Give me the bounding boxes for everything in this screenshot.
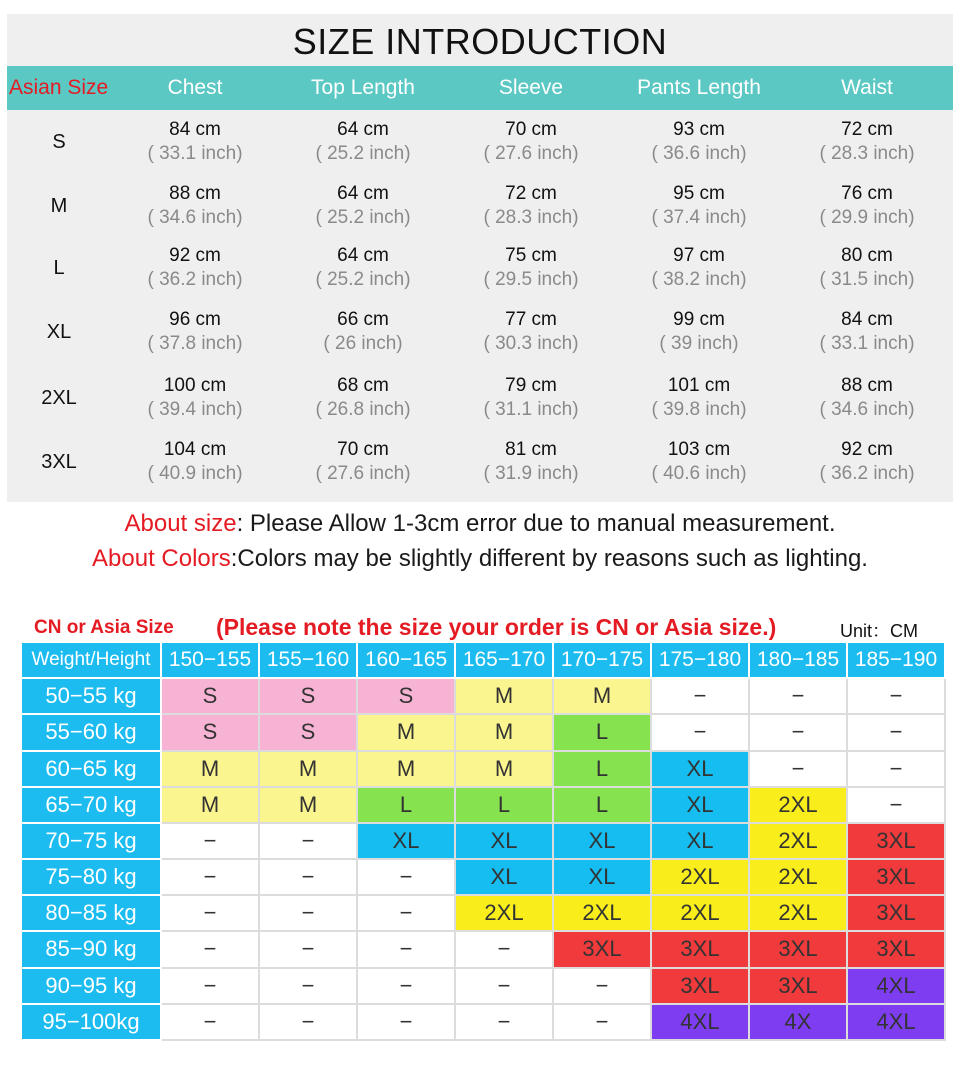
size-cell: 3XL — [750, 932, 848, 968]
size-cell: − — [848, 679, 946, 715]
size-cell: 4XL — [848, 1005, 946, 1041]
size-cell: − — [358, 860, 456, 896]
measurement-inch: ( 34.6 inch) — [819, 399, 915, 420]
size-cell: M — [358, 715, 456, 751]
size-cell: L — [456, 788, 554, 824]
size-cell: M — [456, 679, 554, 715]
size-cell: S — [162, 715, 260, 751]
size-cell: 2XL — [652, 896, 750, 932]
measurement-cm: 95 cm — [673, 183, 725, 204]
measurement-inch: ( 25.2 inch) — [315, 143, 411, 164]
about-colors-text: :Colors may be slightly different by reasons such as lighting. — [230, 545, 868, 572]
measurement-cell — [279, 438, 447, 486]
measurement-cell — [615, 182, 783, 230]
size-cell: 3XL — [554, 932, 652, 968]
measurement-cell — [111, 308, 279, 356]
measurement-cm: 88 cm — [169, 183, 221, 204]
size-cell: 3XL — [848, 860, 946, 896]
header-waist: Waist — [841, 76, 893, 99]
measurement-inch: ( 38.2 inch) — [651, 269, 747, 290]
size-cell: S — [358, 679, 456, 715]
measurement-inch: ( 31.5 inch) — [819, 269, 915, 290]
unit-label: Unit：CM — [840, 621, 919, 641]
size-cell: XL — [358, 824, 456, 860]
size-cell: M — [162, 752, 260, 788]
measurement-inch: ( 34.6 inch) — [147, 207, 243, 228]
measurement-cell — [111, 182, 279, 230]
measurement-cell — [783, 374, 951, 422]
size-cell: 3XL — [652, 932, 750, 968]
measurement-cell — [615, 118, 783, 166]
measurement-cm: 103 cm — [667, 439, 731, 460]
size-cell: M — [456, 752, 554, 788]
size-cell: − — [652, 715, 750, 751]
size-label: L — [53, 256, 65, 279]
size-cell: 2XL — [750, 896, 848, 932]
measurement-cm: 93 cm — [673, 119, 725, 140]
measurement-inch: ( 31.9 inch) — [483, 463, 579, 484]
size-cell: − — [358, 896, 456, 932]
size-cell: 4XL — [652, 1005, 750, 1041]
size-cell: 3XL — [848, 932, 946, 968]
size-cell: − — [358, 1005, 456, 1041]
measurement-cell — [783, 118, 951, 166]
size-label: XL — [46, 320, 72, 343]
measurement-inch: ( 26 inch) — [323, 333, 403, 354]
size-cell: − — [260, 932, 358, 968]
size-cell: 4X — [750, 1005, 848, 1041]
measurement-cm: 79 cm — [505, 375, 557, 396]
size-cell: M — [260, 788, 358, 824]
about-size-text: : Please Allow 1-3cm error due to manual measurement. — [236, 510, 836, 537]
size-cell: L — [554, 752, 652, 788]
size-cell: XL — [652, 788, 750, 824]
measurement-cm: 76 cm — [841, 183, 893, 204]
measurement-cell — [111, 374, 279, 422]
size-cell: − — [750, 679, 848, 715]
size-label: S — [52, 130, 66, 153]
weight-header: 90−95 kg — [22, 969, 162, 1005]
measurement-inch: ( 28.3 inch) — [483, 207, 579, 228]
height-header: 155−160 — [260, 643, 358, 679]
measurement-cm: 64 cm — [337, 183, 389, 204]
size-cell: − — [260, 860, 358, 896]
measurement-inch: ( 39 inch) — [659, 333, 739, 354]
measurement-inch: ( 29.9 inch) — [819, 207, 915, 228]
size-row — [7, 236, 953, 300]
measurement-cell — [447, 182, 615, 230]
size-cell: 3XL — [848, 896, 946, 932]
measurement-cell — [615, 438, 783, 486]
size-cell: − — [652, 679, 750, 715]
height-header: 165−170 — [456, 643, 554, 679]
measurement-cell — [783, 182, 951, 230]
measurement-cm: 96 cm — [169, 309, 221, 330]
size-table-header — [7, 66, 953, 110]
measurement-inch: ( 29.5 inch) — [483, 269, 579, 290]
size-cell: 2XL — [652, 860, 750, 896]
measurement-inch: ( 36.2 inch) — [819, 463, 915, 484]
size-table-body — [7, 110, 953, 502]
size-cell: − — [260, 1005, 358, 1041]
about-colors-note — [0, 545, 960, 573]
size-cell: 3XL — [750, 969, 848, 1005]
measurement-cm: 80 cm — [841, 245, 893, 266]
measurement-cm: 72 cm — [841, 119, 893, 140]
measurement-cell — [615, 308, 783, 356]
measurement-inch: ( 25.2 inch) — [315, 207, 411, 228]
measurement-cm: 77 cm — [505, 309, 557, 330]
header-top-length: Top Length — [311, 76, 415, 99]
measurement-cell — [783, 438, 951, 486]
size-cell: − — [260, 969, 358, 1005]
size-cell: M — [162, 788, 260, 824]
size-cell: M — [260, 752, 358, 788]
size-cell: − — [260, 824, 358, 860]
measurement-cell — [279, 244, 447, 292]
size-cell: 4XL — [848, 969, 946, 1005]
measurement-cm: 66 cm — [337, 309, 389, 330]
page-title: SIZE INTRODUCTION — [7, 14, 953, 66]
measurement-cell — [279, 118, 447, 166]
size-cell: S — [162, 679, 260, 715]
size-cell: − — [358, 932, 456, 968]
size-cell: XL — [652, 824, 750, 860]
measurement-cm: 101 cm — [667, 375, 731, 396]
size-cell: 2XL — [750, 824, 848, 860]
weight-header: 80−85 kg — [22, 896, 162, 932]
measurement-cm: 70 cm — [505, 119, 557, 140]
about-size-note — [0, 510, 960, 538]
measurement-cell — [279, 308, 447, 356]
height-header: 175−180 — [652, 643, 750, 679]
size-cell: 3XL — [652, 969, 750, 1005]
size-cell: S — [260, 679, 358, 715]
measurement-cell — [279, 182, 447, 230]
measurement-cm: 70 cm — [337, 439, 389, 460]
header-sleeve: Sleeve — [498, 76, 564, 99]
measurement-inch: ( 36.6 inch) — [651, 143, 747, 164]
size-cell: L — [554, 715, 652, 751]
corner-header: Weight/Height — [22, 643, 162, 679]
height-header: 160−165 — [358, 643, 456, 679]
measurement-cm: 92 cm — [169, 245, 221, 266]
size-cell: − — [554, 969, 652, 1005]
size-cell: − — [358, 969, 456, 1005]
measurement-cm: 68 cm — [337, 375, 389, 396]
measurement-cell — [447, 308, 615, 356]
size-cell: XL — [456, 860, 554, 896]
size-cell: 2XL — [750, 860, 848, 896]
size-cell: − — [848, 752, 946, 788]
size-label: 2XL — [41, 386, 77, 409]
size-cell: − — [750, 752, 848, 788]
height-header: 180−185 — [750, 643, 848, 679]
measurement-cm: 88 cm — [841, 375, 893, 396]
size-cell: XL — [456, 824, 554, 860]
measurement-inch: ( 37.4 inch) — [651, 207, 747, 228]
size-cell: M — [358, 752, 456, 788]
measurement-cm: 92 cm — [841, 439, 893, 460]
size-cell: − — [162, 932, 260, 968]
measurement-inch: ( 30.3 inch) — [483, 333, 579, 354]
header-asian-size: Asian Size — [9, 76, 109, 99]
weight-header: 70−75 kg — [22, 824, 162, 860]
size-cell: S — [260, 715, 358, 751]
measurement-cm: 84 cm — [841, 309, 893, 330]
measurement-cm: 84 cm — [169, 119, 221, 140]
header-chest: Chest — [167, 76, 223, 99]
height-header: 185−190 — [848, 643, 946, 679]
weight-header: 60−65 kg — [22, 752, 162, 788]
measurement-inch: ( 33.1 inch) — [147, 143, 243, 164]
size-cell: − — [848, 788, 946, 824]
measurement-inch: ( 28.3 inch) — [819, 143, 915, 164]
measurement-inch: ( 40.6 inch) — [651, 463, 747, 484]
measurement-cell — [447, 374, 615, 422]
measurement-inch: ( 40.9 inch) — [147, 463, 243, 484]
measurement-cell — [279, 374, 447, 422]
size-label: 3XL — [41, 450, 77, 473]
size-cell: 2XL — [750, 788, 848, 824]
size-label: M — [50, 194, 68, 217]
size-row — [7, 110, 953, 174]
measurement-inch: ( 26.8 inch) — [315, 399, 411, 420]
cn-size-label: CN or Asia Size — [34, 617, 174, 638]
measurement-cm: 100 cm — [163, 375, 227, 396]
measurement-cm: 64 cm — [337, 119, 389, 140]
size-cell: − — [162, 860, 260, 896]
weight-header: 85−90 kg — [22, 932, 162, 968]
size-cell: − — [162, 969, 260, 1005]
size-cell: − — [162, 824, 260, 860]
size-cell: L — [554, 788, 652, 824]
size-row — [7, 366, 953, 430]
weight-header: 75−80 kg — [22, 860, 162, 896]
weight-header: 50−55 kg — [22, 679, 162, 715]
measurement-cell — [447, 438, 615, 486]
size-cell: − — [260, 896, 358, 932]
weight-header: 95−100kg — [22, 1005, 162, 1041]
measurement-cell — [783, 244, 951, 292]
measurement-cm: 99 cm — [673, 309, 725, 330]
size-cell: − — [162, 1005, 260, 1041]
measurement-inch: ( 27.6 inch) — [315, 463, 411, 484]
size-cell: 2XL — [554, 896, 652, 932]
measurement-cell — [615, 374, 783, 422]
header-pants-length: Pants Length — [637, 76, 761, 99]
size-cell: − — [162, 896, 260, 932]
measurement-inch: ( 31.1 inch) — [483, 399, 579, 420]
measurement-cell — [111, 118, 279, 166]
height-header: 150−155 — [162, 643, 260, 679]
size-cell: − — [456, 969, 554, 1005]
measurement-cm: 97 cm — [673, 245, 725, 266]
measurement-cm: 75 cm — [505, 245, 557, 266]
measurement-cell — [111, 438, 279, 486]
measurement-inch: ( 25.2 inch) — [315, 269, 411, 290]
measurement-inch: ( 39.4 inch) — [147, 399, 243, 420]
size-row — [7, 174, 953, 238]
measurement-cell — [615, 244, 783, 292]
size-cell: XL — [652, 752, 750, 788]
size-cell: − — [848, 715, 946, 751]
size-cell: L — [358, 788, 456, 824]
size-cell: XL — [554, 824, 652, 860]
weight-header: 65−70 kg — [22, 788, 162, 824]
size-row — [7, 430, 953, 494]
size-cell: − — [456, 1005, 554, 1041]
size-cell: − — [456, 932, 554, 968]
cn-size-note: (Please note the size your order is CN or Asia size.) — [216, 614, 777, 640]
size-cell: M — [456, 715, 554, 751]
measurement-cm: 81 cm — [505, 439, 557, 460]
measurement-cm: 104 cm — [163, 439, 227, 460]
measurement-cell — [783, 308, 951, 356]
size-cell: M — [554, 679, 652, 715]
measurement-inch: ( 39.8 inch) — [651, 399, 747, 420]
size-row — [7, 300, 953, 364]
about-colors-label: About Colors — [92, 545, 231, 572]
height-header: 170−175 — [554, 643, 652, 679]
about-size-label: About size — [124, 510, 237, 537]
size-cell: − — [750, 715, 848, 751]
measurement-inch: ( 27.6 inch) — [483, 143, 579, 164]
weight-height-table — [22, 643, 946, 1041]
size-cell: 2XL — [456, 896, 554, 932]
measurement-cell — [111, 244, 279, 292]
measurement-cm: 72 cm — [505, 183, 557, 204]
measurement-inch: ( 37.8 inch) — [147, 333, 243, 354]
measurement-cell — [447, 118, 615, 166]
size-cell: 3XL — [848, 824, 946, 860]
measurement-cell — [447, 244, 615, 292]
weight-header: 55−60 kg — [22, 715, 162, 751]
measurement-cm: 64 cm — [337, 245, 389, 266]
measurement-inch: ( 36.2 inch) — [147, 269, 243, 290]
size-cell: XL — [554, 860, 652, 896]
measurement-inch: ( 33.1 inch) — [819, 333, 915, 354]
size-cell: − — [554, 1005, 652, 1041]
